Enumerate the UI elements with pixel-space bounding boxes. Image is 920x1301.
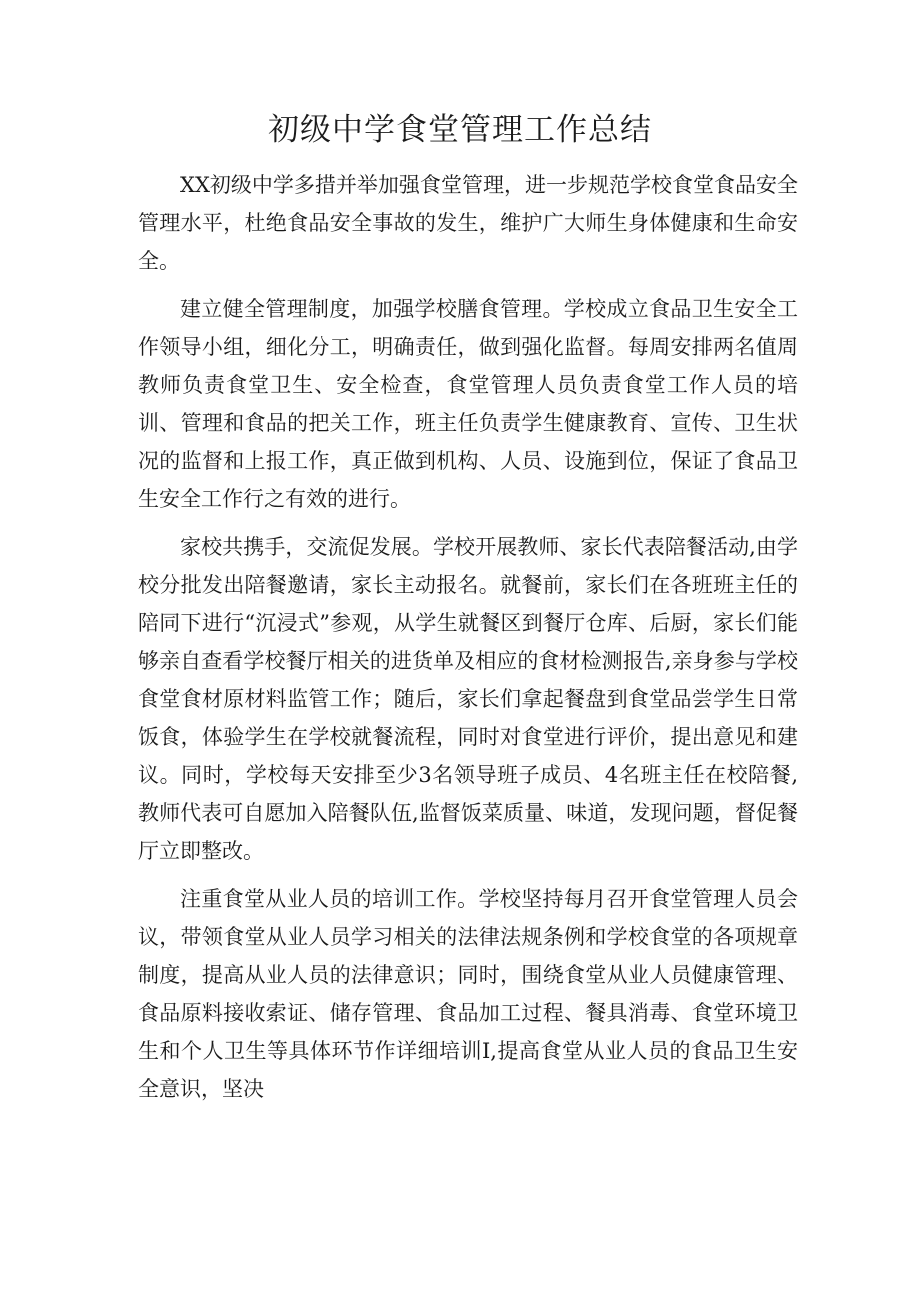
paragraph-intro: XX初级中学多措并举加强食堂管理，进一步规范学校食堂食品安全管理水平，杜绝食品安全事故的发生，维护广大师生身体健康和生命安全。: [138, 173, 798, 273]
document-title: 初级中学食堂管理工作总结: [268, 112, 652, 148]
paragraph-management-system: 建立健全管理制度，加强学校膳食管理。学校成立食品卫生安全工作领导小组，细化分工，明确责任，做到强化监督。每周安排两名值周教师负责食堂卫生、安全检查，食堂管理人员负责食堂工作人员的培训、管理和食品的把关工作，班主任负责学生健康教育、宣传、卫生状况的监督和上报工作，真正做到机构、人员、设施到位，保证了食品卫生安全工作行之有效的进行。: [138, 297, 798, 511]
document-body: [138, 166, 798, 1108]
paragraph-home-school: 家校共携手，交流促发展。学校开展教师、家长代表陪餐活动,由学校分批发出陪餐邀请，家长主动报名。就餐前，家长们在各班班主任的陪同下进行“沉浸式”参观，从学生就餐区到餐厅仓库、后厨，家长们能够亲自查看学校餐厅相关的进货单及相应的食材检测报告,亲身参与学校食堂食材原材料监管工作；随后，家长们拿起餐盘到食堂品尝学生日常饭食，体验学生在学校就餐流程，同时对食堂进行评价，提出意见和建议。同时，学校每天安排至少3名领导班子成员、4名班主任在校陪餐,教师代表可自愿加入陪餐队伍,监督饭菜质量、味道，发现问题，督促餐厅立即整改。: [138, 535, 798, 863]
paragraph-staff-training: 注重食堂从业人员的培训工作。学校坚持每月召开食堂管理人员会议，带领食堂从业人员学习相关的法律法规条例和学校食堂的各项规章制度，提高从业人员的法律意识；同时，围绕食堂从业人员健康管理、食品原料接收索证、储存管理、食品加工过程、餐具消毒、食堂环境卫生和个人卫生等具体环节作详细培训I,提高食堂从业人员的食品卫生安全意识，坚决: [138, 887, 798, 1101]
